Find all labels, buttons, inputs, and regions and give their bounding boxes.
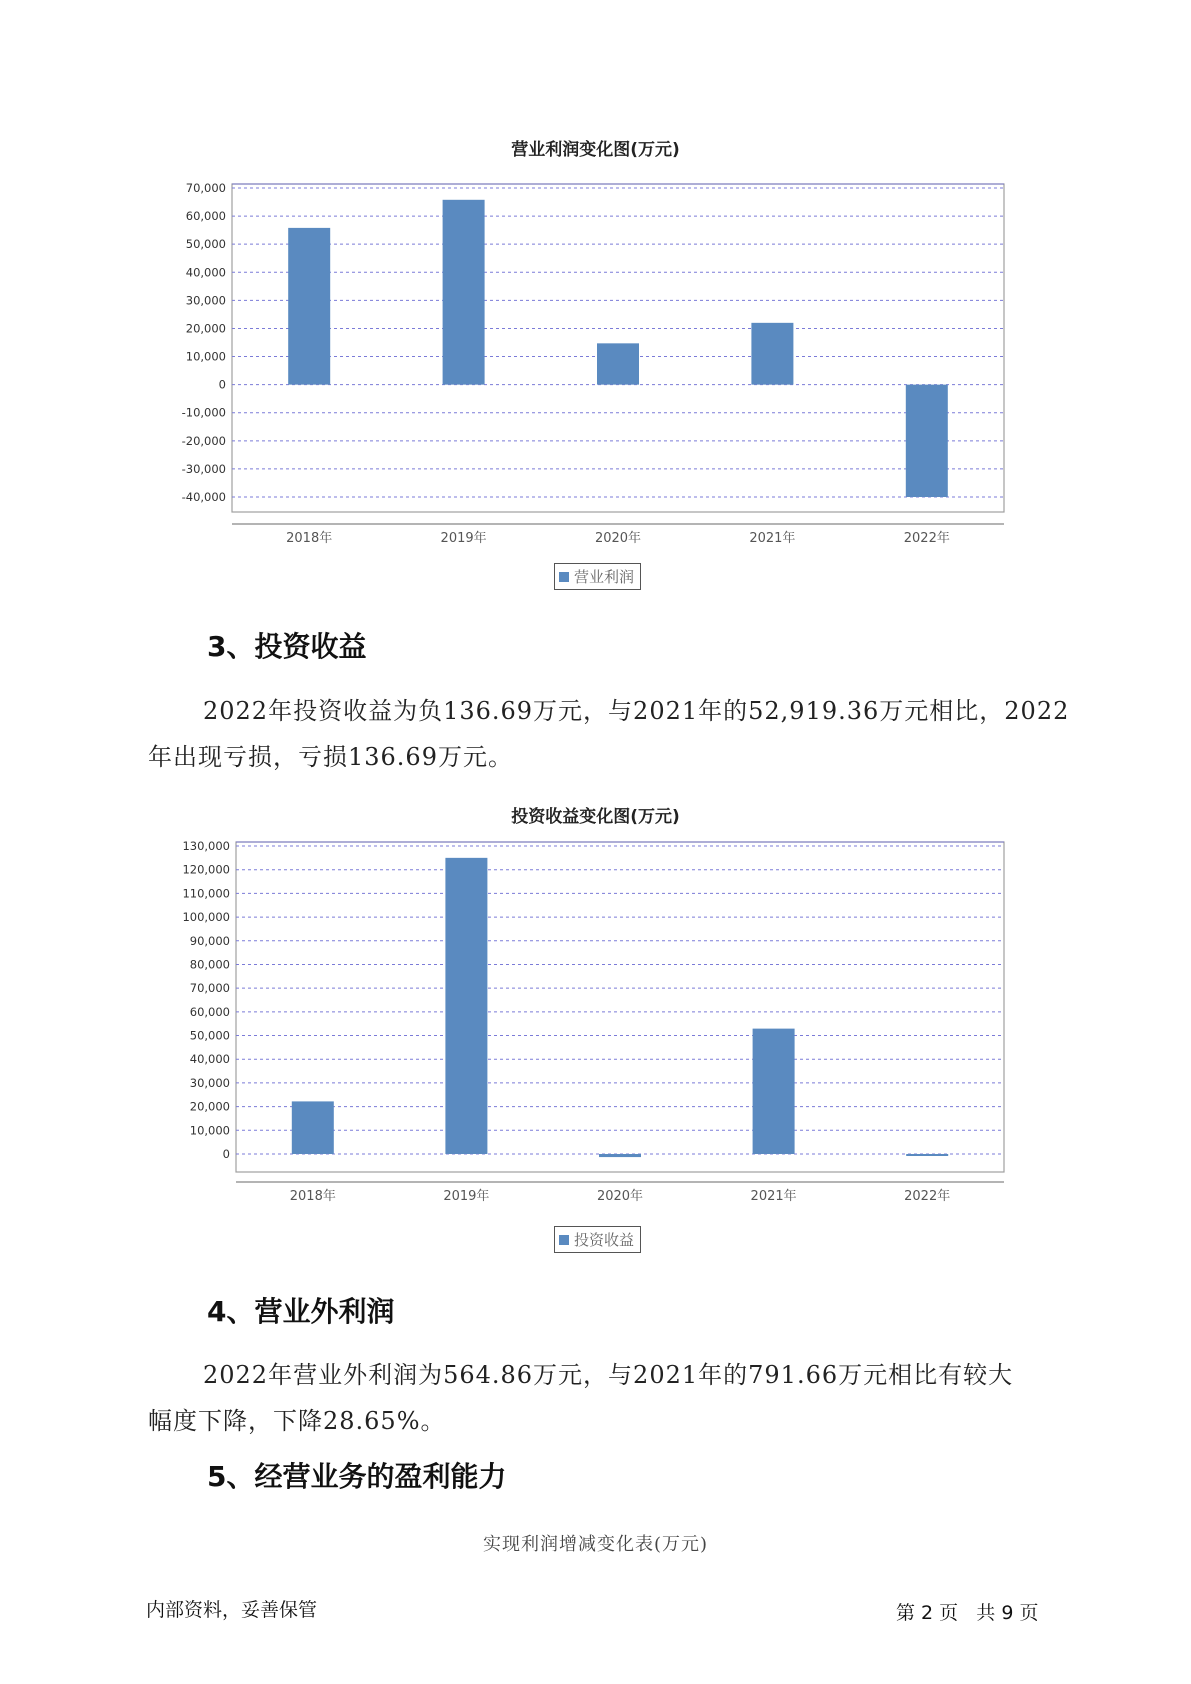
chart-title-operating-profit: 营业利润变化图(万元) [511,140,680,160]
y-tick-label: 110,000 [182,886,230,901]
operating-profit-chart [0,160,1191,546]
y-tick-label: 80,000 [189,957,230,972]
y-tick-label: 60,000 [189,1004,230,1019]
y-tick-label: 50,000 [189,1028,230,1043]
table-caption: 实现利润增减变化表(万元) [482,1534,709,1555]
paragraph-line: 年出现亏损，亏损136.69万元。 [148,743,513,771]
y-tick-label: 10,000 [185,349,226,364]
x-tick-label: 2019年 [440,531,487,546]
y-tick-label: 40,000 [185,265,226,280]
bar [443,200,485,385]
section-heading-investment-income: 3、投资收益 [207,630,367,663]
bar [906,1154,948,1156]
bar [753,1029,795,1154]
legend-label: 投资收益 [574,1231,635,1249]
footer-page-number: 第 2 页 共 9 页 [896,1602,1039,1624]
chart-legend-operating-profit [554,563,641,590]
y-tick-label: 20,000 [185,321,226,336]
x-tick-label: 2018年 [289,1189,336,1204]
y-tick-label: 70,000 [189,981,230,996]
y-tick-label: 90,000 [189,933,230,948]
y-tick-label: 70,000 [185,181,226,195]
x-tick-label: 2021年 [749,531,796,546]
y-tick-label: -40,000 [181,490,226,504]
bar [751,323,793,385]
y-tick-label: 120,000 [182,862,230,877]
paragraph-line: 2022年投资收益为负136.69万元，与2021年的52,919.36万元相比，2022 [203,697,1070,725]
paragraph-line: 2022年营业外利润为564.86万元，与2021年的791.66万元相比有较大 [203,1361,1014,1389]
x-tick-label: 2019年 [443,1189,490,1204]
y-tick-label: 60,000 [185,209,226,224]
y-tick-label: -30,000 [181,461,226,476]
x-tick-label: 2020年 [596,1189,644,1204]
legend-swatch-icon [559,1235,569,1245]
y-tick-label: 40,000 [189,1052,230,1067]
y-tick-label: 10,000 [189,1123,230,1138]
y-tick-label: 20,000 [189,1099,230,1114]
y-tick-label: -10,000 [181,405,226,420]
section-heading-profitability: 5、经营业务的盈利能力 [207,1460,507,1493]
x-tick-label: 2022年 [904,1189,951,1204]
x-tick-label: 2021年 [750,1189,797,1204]
y-tick-label: 30,000 [189,1075,230,1090]
y-tick-label: 130,000 [182,839,230,853]
legend-label: 营业利润 [574,568,635,586]
paragraph-line: 幅度下降，下降28.65%。 [148,1407,446,1435]
y-tick-label: 50,000 [185,237,226,252]
y-tick-label: -20,000 [181,433,226,448]
y-tick-label: 100,000 [182,910,230,925]
y-tick-label: 0 [222,1147,230,1161]
x-tick-label: 2022年 [903,531,950,546]
bar [597,343,639,384]
investment-income-chart [0,830,1191,1204]
bar [906,385,948,497]
bar [292,1101,334,1154]
footer-confidential-note: 内部资料，妥善保管 [146,1599,318,1621]
x-tick-label: 2018年 [286,531,333,546]
bar [445,858,487,1154]
bar [288,228,330,385]
x-tick-label: 2020年 [594,531,642,546]
y-tick-label: 0 [218,377,226,392]
y-tick-label: 30,000 [185,293,226,308]
legend-swatch-icon [559,572,569,582]
chart-legend-investment-income [554,1226,641,1253]
section-heading-non-operating-profit: 4、营业外利润 [207,1295,395,1328]
chart-title-investment-income: 投资收益变化图(万元) [511,807,680,827]
plot-frame [236,842,1004,1172]
bar [599,1154,641,1157]
